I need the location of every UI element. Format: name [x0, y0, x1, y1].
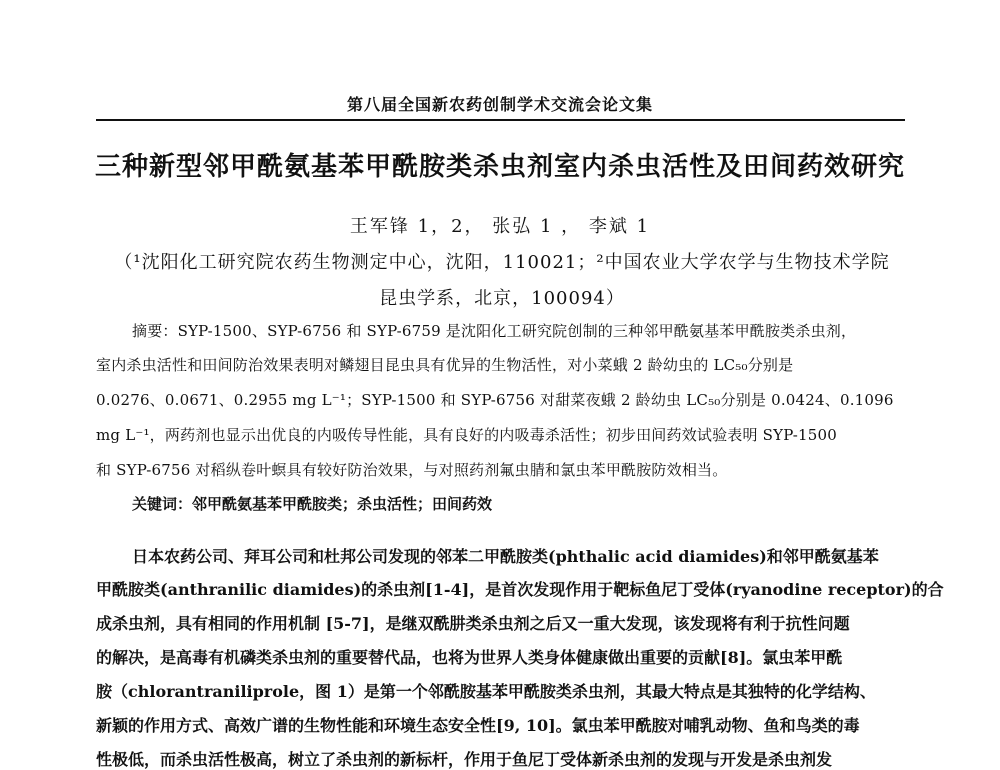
affiliation-line: 昆虫学系，北京，100094） [379, 288, 625, 309]
affiliation-line: （¹沈阳化工研究院农药生物测定中心，沈阳，110021；²中国农业大学农学与生物技术学院 [114, 252, 890, 273]
body-line: 性极低，而杀虫活性极高，树立了杀虫剂的新标杆，作用于鱼尼丁受体新杀虫剂的发现与开发是杀虫剂发 [96, 750, 833, 769]
body-line: 的解决，是高毒有机磷类杀虫剂的重要替代品，也将为世界人类身体健康做出重要的贡献[8]。氯虫苯甲酰 [96, 648, 843, 667]
abstract-line: 0.0276、0.0671、0.2955 mg L⁻¹；SYP-1500 和 SYP-6756 对甜菜夜蛾 2 龄幼虫 LC₅₀分别是 0.0424、0.1096 [96, 391, 894, 409]
abstract-line: 摘要：SYP-1500、SYP-6756 和 SYP-6759 是沈阳化工研究院创制的三种邻甲酰氨基苯甲酰胺类杀虫剂， [132, 322, 857, 340]
abstract-line: 室内杀虫活性和田间防治效果表明对鳞翅目昆虫具有优异的生物活性，对小菜蛾 2 龄幼虫的 LC₅₀分别是 [96, 356, 794, 374]
abstract-line: 和 SYP-6756 对稻纵卷叶螟具有较好防治效果，与对照药剂氟虫腈和氯虫苯甲酰胺防效相当。 [96, 461, 728, 479]
authors: 王军锋 1，2， 张弘 1 ， 李斌 1 [349, 216, 651, 237]
body-line: 成杀虫剂，具有相同的作用机制 [5-7]，是继双酰肼类杀虫剂之后又一重大发现，该发现将有利于抗性问题 [96, 614, 850, 633]
keywords: 关键词：邻甲酰氨基苯甲酰胺类；杀虫活性；田间药效 [132, 495, 493, 513]
paper-title: 三种新型邻甲酰氨基苯甲酰胺类杀虫剂室内杀虫活性及田间药效研究 [94, 152, 905, 182]
body-line: 日本农药公司、拜耳公司和杜邦公司发现的邻苯二甲酰胺类(phthalic acid diamides)和邻甲酰氨基苯 [132, 547, 879, 566]
abstract-line: mg L⁻¹，两药剂也显示出优良的内吸传导性能，具有良好的内吸毒杀活性；初步田间药效试验表明 SYP-1500 [96, 426, 837, 444]
body-line: 新颖的作用方式、高效广谱的生物性能和环境生态安全性[9, 10]。氯虫苯甲酰胺对哺乳动物、鱼和鸟类的毒 [96, 716, 860, 735]
header-rule [96, 119, 905, 121]
running-head: 第八届全国新农药创制学术交流会论文集 [346, 95, 653, 114]
body-line: 甲酰胺类(anthranilic diamides)的杀虫剂[1-4]，是首次发现作用于靶标鱼尼丁受体(ryanodine receptor)的合 [96, 580, 944, 599]
body-line: 胺（chlorantraniliprole，图 1）是第一个邻酰胺基苯甲酰胺类杀虫剂，其最大特点是其独特的化学结构、 [96, 682, 876, 701]
